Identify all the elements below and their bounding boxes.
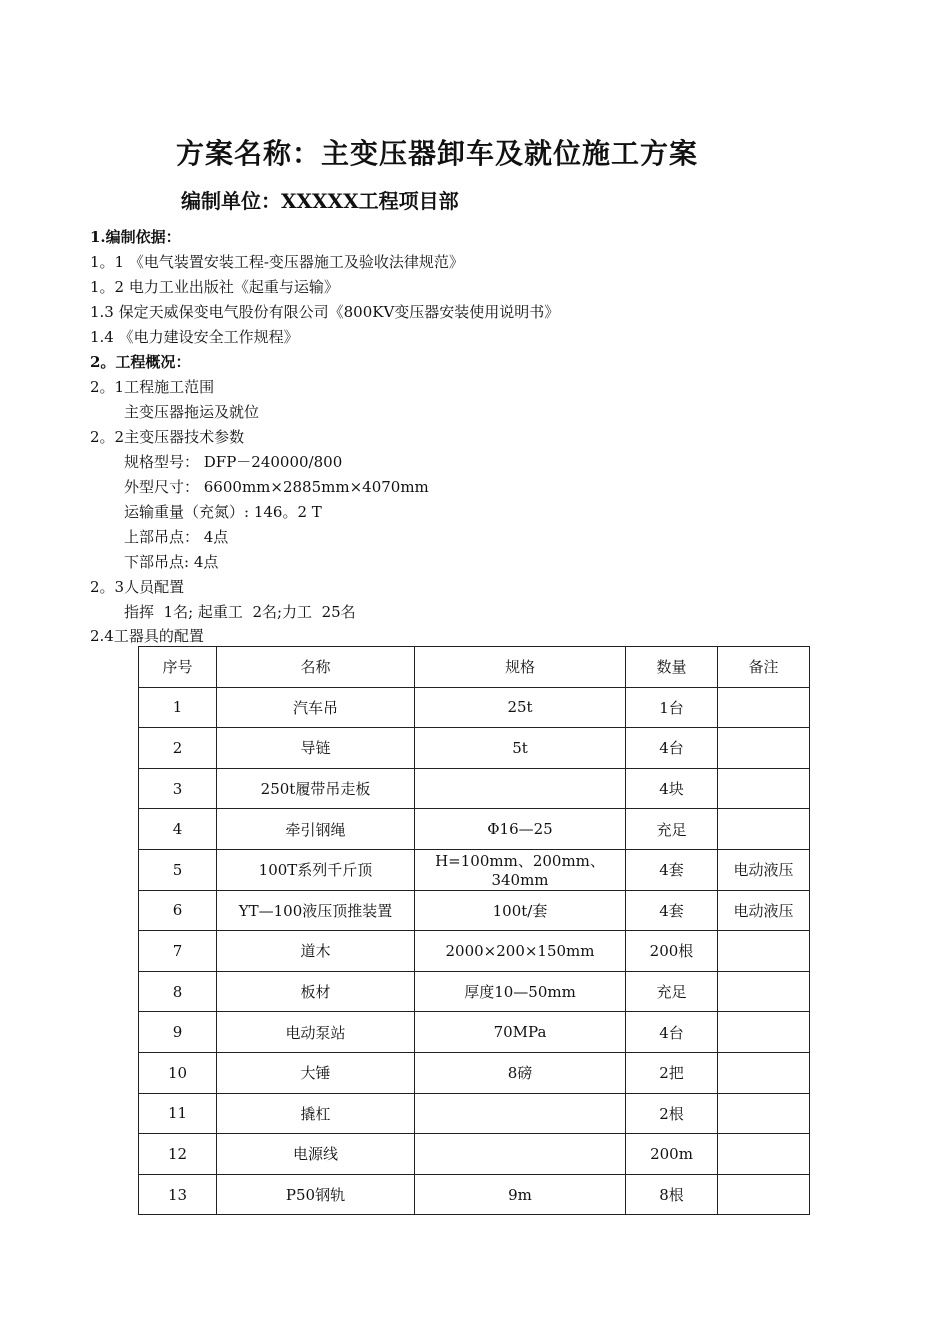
cell-remark: 电动液压 bbox=[718, 890, 810, 931]
params-heading: 2。2主变压器技术参数 bbox=[90, 428, 245, 446]
param-line: 下部吊点: 4点 bbox=[124, 553, 219, 571]
cell-quantity: 200m bbox=[626, 1134, 718, 1175]
cell-remark bbox=[718, 1093, 810, 1134]
cell-index: 5 bbox=[139, 849, 217, 890]
cell-remark bbox=[718, 768, 810, 809]
cell-remark bbox=[718, 1134, 810, 1175]
cell-index: 9 bbox=[139, 1012, 217, 1053]
tools-heading: 2.4工器具的配置 bbox=[90, 627, 204, 645]
cell-name: 导链 bbox=[217, 728, 415, 769]
col-header-remark: 备注 bbox=[718, 647, 810, 688]
cell-spec: 5t bbox=[415, 728, 626, 769]
param-line: 外型尺寸： 6600mm×2885mm×4070mm bbox=[124, 478, 429, 496]
cell-spec: Φ16—25 bbox=[415, 809, 626, 850]
cell-spec: 9m bbox=[415, 1174, 626, 1215]
table-row bbox=[139, 1134, 810, 1175]
table-row bbox=[139, 728, 810, 769]
cell-index: 2 bbox=[139, 728, 217, 769]
document-subtitle: 编制单位：XXXXX工程项目部 bbox=[181, 189, 459, 213]
cell-name: 大锤 bbox=[217, 1052, 415, 1093]
cell-quantity: 2根 bbox=[626, 1093, 718, 1134]
cell-index: 7 bbox=[139, 931, 217, 972]
cell-quantity: 充足 bbox=[626, 971, 718, 1012]
cell-name: 汽车吊 bbox=[217, 687, 415, 728]
basis-item: 1。1 《电气装置安装工程-变压器施工及验收法律规范》 bbox=[90, 253, 464, 271]
basis-heading: 1.编制依据： bbox=[90, 228, 181, 246]
cell-quantity: 4套 bbox=[626, 849, 718, 890]
cell-remark bbox=[718, 971, 810, 1012]
cell-name: 道木 bbox=[217, 931, 415, 972]
cell-index: 8 bbox=[139, 971, 217, 1012]
cell-spec: 2000×200×150mm bbox=[415, 931, 626, 972]
cell-remark bbox=[718, 809, 810, 850]
cell-quantity: 4块 bbox=[626, 768, 718, 809]
cell-index: 1 bbox=[139, 687, 217, 728]
cell-index: 3 bbox=[139, 768, 217, 809]
cell-spec: 25t bbox=[415, 687, 626, 728]
cell-quantity: 2把 bbox=[626, 1052, 718, 1093]
cell-remark bbox=[718, 1052, 810, 1093]
cell-quantity: 8根 bbox=[626, 1174, 718, 1215]
table-row bbox=[139, 687, 810, 728]
staff-text: 指挥 1名; 起重工 2名;力工 25名 bbox=[124, 603, 356, 621]
param-line: 上部吊点： 4点 bbox=[124, 528, 229, 546]
cell-spec: 100t/套 bbox=[415, 890, 626, 931]
table-row bbox=[139, 1093, 810, 1134]
cell-index: 11 bbox=[139, 1093, 217, 1134]
cell-name: 100T系列千斤顶 bbox=[217, 849, 415, 890]
table-row bbox=[139, 1012, 810, 1053]
cell-spec bbox=[415, 1134, 626, 1175]
table-row bbox=[139, 890, 810, 931]
cell-remark: 电动液压 bbox=[718, 849, 810, 890]
table-row bbox=[139, 1174, 810, 1215]
cell-index: 12 bbox=[139, 1134, 217, 1175]
basis-item: 1.3 保定天威保变电气股份有限公司《800KV变压器安装使用说明书》 bbox=[90, 303, 560, 321]
cell-spec: 70MPa bbox=[415, 1012, 626, 1053]
cell-name: 板材 bbox=[217, 971, 415, 1012]
overview-heading: 2。工程概况： bbox=[90, 353, 191, 371]
cell-index: 6 bbox=[139, 890, 217, 931]
table-row bbox=[139, 809, 810, 850]
cell-name: 250t履带吊走板 bbox=[217, 768, 415, 809]
cell-remark bbox=[718, 728, 810, 769]
table-row bbox=[139, 768, 810, 809]
cell-quantity: 充足 bbox=[626, 809, 718, 850]
cell-quantity: 4套 bbox=[626, 890, 718, 931]
cell-spec: H=100mm、200mm、340mm bbox=[415, 849, 626, 890]
col-header-index: 序号 bbox=[139, 647, 217, 688]
cell-remark bbox=[718, 687, 810, 728]
cell-name: 牵引钢绳 bbox=[217, 809, 415, 850]
cell-index: 13 bbox=[139, 1174, 217, 1215]
cell-quantity: 200根 bbox=[626, 931, 718, 972]
cell-name: YT—100液压顶推装置 bbox=[217, 890, 415, 931]
cell-name: 电动泵站 bbox=[217, 1012, 415, 1053]
cell-index: 10 bbox=[139, 1052, 217, 1093]
cell-quantity: 4台 bbox=[626, 728, 718, 769]
col-header-name: 名称 bbox=[217, 647, 415, 688]
document-title: 方案名称：主变压器卸车及就位施工方案 bbox=[176, 137, 699, 170]
table-row bbox=[139, 931, 810, 972]
basis-item: 1。2 电力工业出版社《起重与运输》 bbox=[90, 278, 339, 296]
cell-spec: 厚度10—50mm bbox=[415, 971, 626, 1012]
cell-quantity: 1台 bbox=[626, 687, 718, 728]
cell-quantity: 4台 bbox=[626, 1012, 718, 1053]
cell-index: 4 bbox=[139, 809, 217, 850]
table-row bbox=[139, 971, 810, 1012]
staff-heading: 2。3人员配置 bbox=[90, 578, 185, 596]
cell-spec bbox=[415, 1093, 626, 1134]
col-header-quantity: 数量 bbox=[626, 647, 718, 688]
scope-text: 主变压器拖运及就位 bbox=[124, 403, 260, 421]
basis-item: 1.4 《电力建设安全工作规程》 bbox=[90, 328, 299, 346]
cell-name: 撬杠 bbox=[217, 1093, 415, 1134]
param-line: 规格型号： DFP－240000/800 bbox=[124, 453, 343, 471]
scope-heading: 2。1工程施工范围 bbox=[90, 378, 215, 396]
cell-spec bbox=[415, 768, 626, 809]
table-row bbox=[139, 1052, 810, 1093]
table-row bbox=[139, 849, 810, 890]
cell-remark bbox=[718, 1174, 810, 1215]
table-header-row bbox=[139, 647, 810, 688]
col-header-spec: 规格 bbox=[415, 647, 626, 688]
cell-name: 电源线 bbox=[217, 1134, 415, 1175]
param-line: 运输重量（充氮）: 146。2 T bbox=[124, 503, 322, 521]
cell-remark bbox=[718, 1012, 810, 1053]
cell-remark bbox=[718, 931, 810, 972]
cell-name: P50钢轨 bbox=[217, 1174, 415, 1215]
tools-table bbox=[138, 646, 810, 1215]
cell-spec: 8磅 bbox=[415, 1052, 626, 1093]
